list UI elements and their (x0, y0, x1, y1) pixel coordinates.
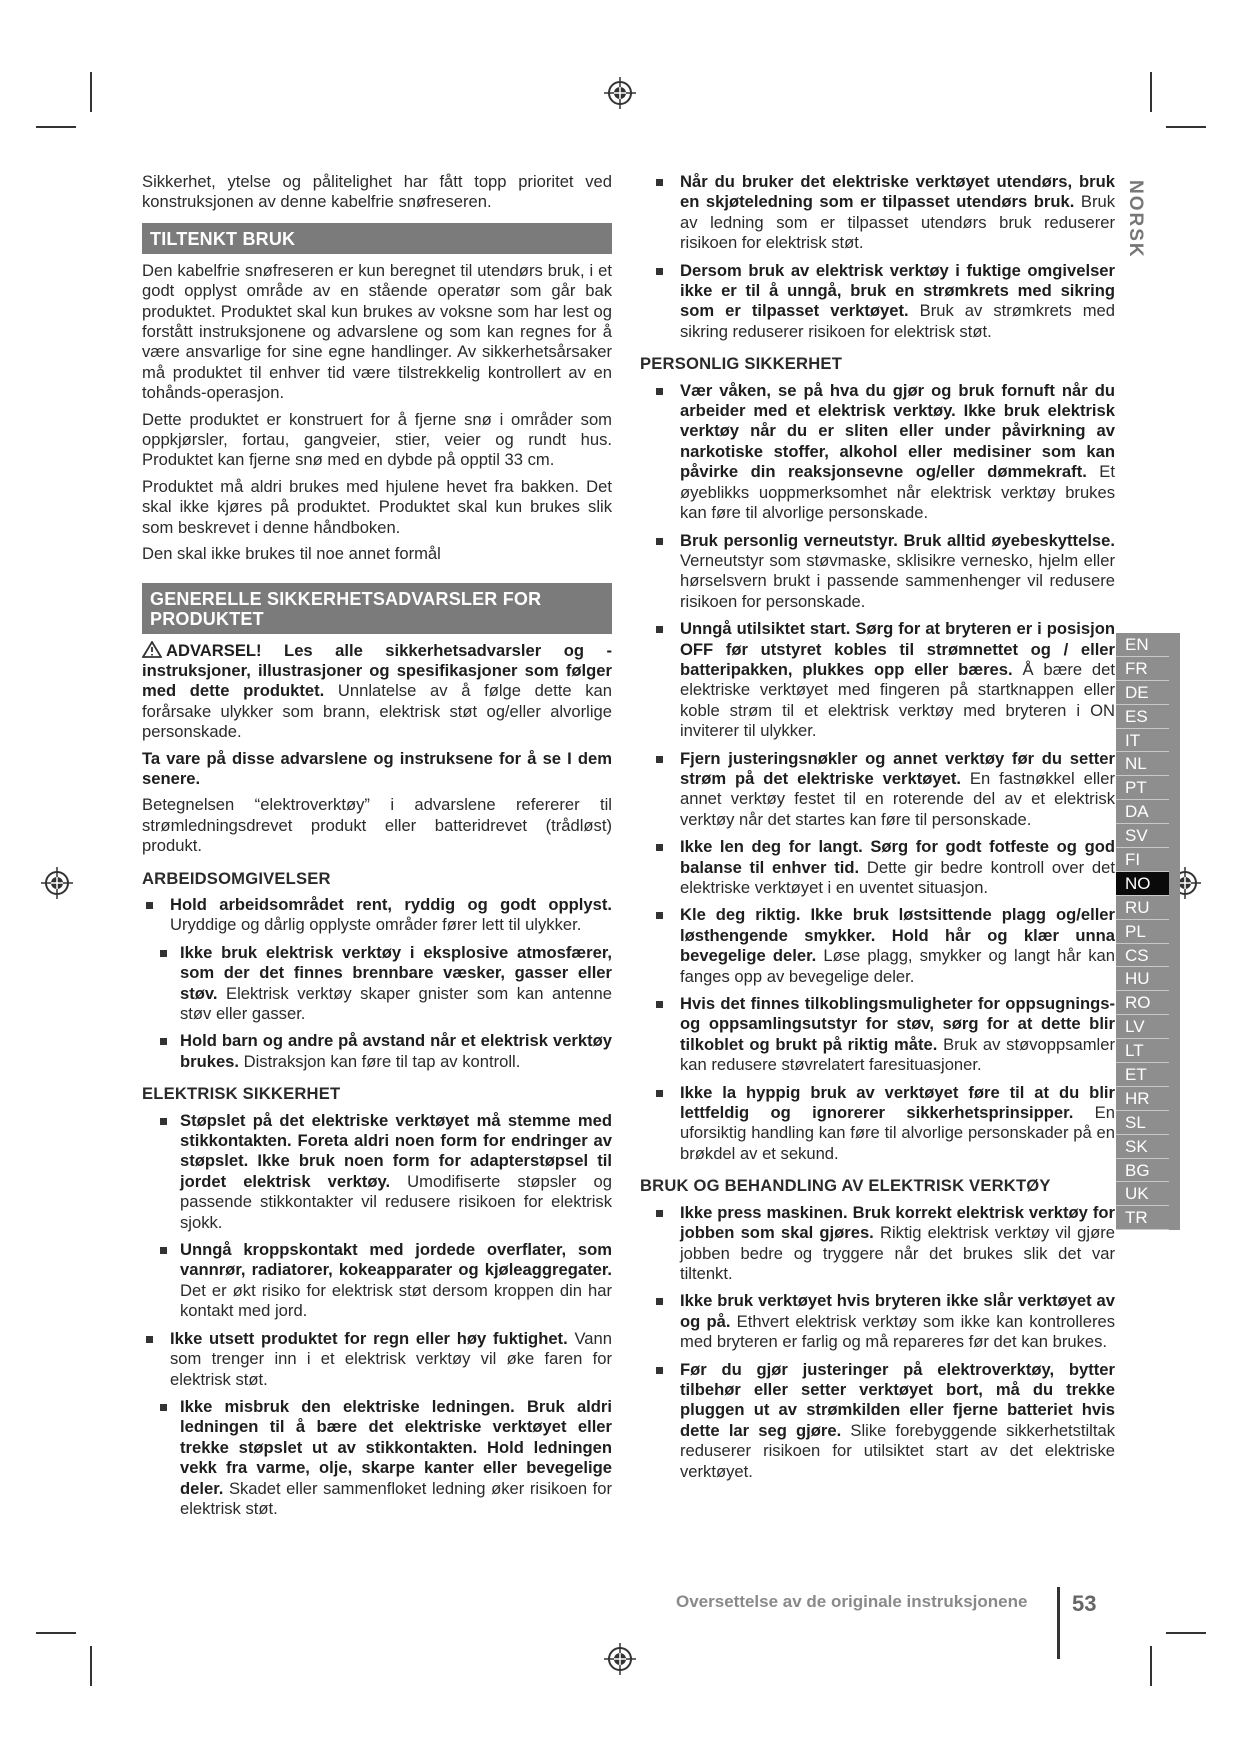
item-bold: Ikke utsett produktet for regn eller høy fuktighet. (170, 1328, 568, 1348)
list-item (160, 1240, 612, 1322)
language-tab-hr[interactable]: HR (1116, 1087, 1169, 1111)
language-tab-hu[interactable]: HU (1116, 967, 1169, 991)
item-bold: Dersom bruk av elektrisk verktøy i fuktige omgivelser ikke er til å unngå, bruk en strømkrets med sikring som er tilpasset verktøyet. (680, 260, 1115, 321)
list-item (160, 1031, 612, 1072)
item-text: Elektrisk verktøy skaper gnister som kan antenne støv eller gasser. (180, 983, 612, 1023)
paragraph: Dette produktet er konstruert for å fjerne snø i områder som oppkjørsler, fortau, gangveier, stier, veier og rundt hus. Produktet kan fjerne snø med en dybde på opptil 33 cm. (142, 409, 612, 470)
item-bold: Støpslet på det elektriske verktøyet må stemme med stikkontakten. Foreta aldri noen form for endringer av støpslet. Ikke bruk noen form for adapterstøpsel til jordet elektrisk verktøy. (180, 1110, 612, 1191)
language-tab-nl[interactable]: NL (1116, 752, 1169, 776)
language-tab-it[interactable]: IT (1116, 729, 1169, 753)
warning-paragraph (142, 641, 612, 743)
heading-bruk-og-behandling: BRUK OG BEHANDLING AV ELEKTRISK VERKTØY (640, 1176, 1051, 1196)
item-bold: Unngå kroppskontakt med jordede overflater, som vannrør, radiatorer, kokeapparater og kjøleaggregater. (180, 1240, 612, 1280)
item-bold: Unngå utilsiktet start. Sørg for at bryteren er i posisjon OFF før utstyret kobles til strømnettet og / eller batteripakken, plukkes opp eller bæres. (680, 619, 1115, 679)
crop-mark (1166, 1632, 1206, 1634)
paragraph: Produktet må aldri brukes med hjulene hevet fra bakken. Det skal ikke kjøres på produktet. Produktet skal kun brukes slik som beskrevet i denne håndboken. (142, 476, 612, 537)
warning-bold: ADVARSEL! Les alle sikkerhetsadvarsler og -instruksjoner, illustrasjoner og spesifikasjoner som følger med dette produktet. (142, 640, 612, 701)
item-bold: Hold barn og andre på avstand når et elektrisk verktøy brukes. (180, 1031, 612, 1071)
list-item (656, 531, 1115, 613)
registration-mark-icon (40, 866, 74, 900)
bullet-icon (656, 1001, 663, 1008)
item-bold: Før du gjør justeringer på elektroverktøy, bytter tilbehør eller setter verktøyet bort, må du trekke pluggen ut av strømkilden eller fjerne batteriet hvis dette lar seg gjøre. (680, 1359, 1115, 1440)
list-item (656, 1203, 1115, 1285)
item-text: Vann som trenger inn i et elektrisk verktøy vil øke faren for elektrisk støt. (170, 1328, 612, 1389)
item-bold: Ikke la hyppig bruk av verktøyet føre til at du blir lettfeldig og ignorerer sikkerhetsprinsipper. (680, 1082, 1115, 1123)
item-text: Bruk av ledning som er tilpasset utendørs bruk reduserer risikoen for elektrisk støt. (680, 192, 1115, 253)
item-text: En uforsiktig handling kan føre til alvorlige personskader på en brøkdel av et sekund. (680, 1103, 1115, 1163)
item-bold: Ikke bruk elektrisk verktøy i eksplosive atmosfærer, som der det finnes brennbare væsker, gasser eller støv. (180, 942, 612, 1003)
footer-text: Oversettelse av de originale instruksjonene (676, 1592, 1028, 1611)
warning-text: Unnlatelse av å følge dette kan forårsake ulykker som brann, elektrisk støt og/eller alvorlige personskade. (142, 681, 613, 742)
bullet-icon (160, 1404, 167, 1411)
language-side-label (1121, 177, 1151, 267)
bullet-icon (656, 1090, 663, 1097)
heading-generelle-sikkerhetsadvarsler: GENERELLE SIKKERHETSADVARSLER FOR PRODUKTET (142, 583, 612, 634)
language-tab-sl[interactable]: SL (1116, 1111, 1169, 1135)
item-bold: Bruk personlig verneutstyr. Bruk alltid øyebeskyttelse. (680, 530, 1115, 550)
list-item (142, 895, 612, 936)
registration-mark-icon (603, 1642, 637, 1676)
list-item (656, 1291, 1115, 1352)
item-bold: Hold arbeidsområdet rent, ryddig og godt opplyst. (170, 894, 612, 914)
bullet-icon (160, 1118, 167, 1125)
footer-divider (1057, 1587, 1060, 1659)
bullet-icon (656, 756, 663, 763)
language-tab-pl[interactable]: PL (1116, 920, 1169, 944)
list-item (656, 1083, 1115, 1165)
language-tab-da[interactable]: DA (1116, 800, 1169, 824)
item-bold: Når du bruker det elektriske verktøyet utendørs, bruk en skjøteledning som er tilpasset utendørs bruk. (680, 172, 1115, 212)
crop-mark (90, 1646, 92, 1686)
language-tab-tr[interactable]: TR (1116, 1206, 1169, 1230)
right-column (640, 172, 1115, 1489)
crop-mark (1150, 72, 1152, 112)
list-item (142, 1329, 612, 1390)
heading-tiltenkt-bruk: TILTENKT BRUK (142, 223, 612, 254)
item-text: Et øyeblikks uoppmerksomhet når elektrisk verktøy brukes kan føre til alvorlige personskade. (680, 462, 1115, 523)
item-text: Distraksjon kan føre til tap av kontroll. (239, 1051, 521, 1071)
bullet-icon (656, 844, 663, 851)
list-item (656, 1360, 1115, 1482)
item-text: Skadet eller sammenfloket ledning øker risikoen for elektrisk støt. (180, 1478, 612, 1518)
bullet-icon (160, 950, 167, 957)
item-text: Riktig elektrisk verktøy vil gjøre jobben bedre og tryggere når det brukes slik det var tiltenkt. (680, 1223, 1115, 1283)
bullet-icon (656, 1298, 663, 1305)
item-text: Uryddige og dårlig opplyste områder fører lett til ulykker. (170, 915, 582, 935)
crop-mark (36, 126, 76, 128)
language-tab-pt[interactable]: PT (1116, 776, 1169, 800)
item-bold: Vær våken, se på hva du gjør og bruk fornuft når du arbeider med et elektrisk verktøy. Ikke bruk elektrisk verktøy når du er sliten eller under påvirkning av narkotiske stoffer, alkohol eller medisiner som kan påvirke din reaksjonsevne og/eller dømmekraft. (680, 380, 1115, 482)
list-item (656, 837, 1115, 898)
language-tab-sv[interactable]: SV (1116, 824, 1169, 848)
item-bold: Ikke misbruk den elektriske ledningen. Bruk aldri ledningen til å bære det elektriske verktøyet eller trekke støpslet ut av stikkontakten. Hold ledningen vekk fra varme, olje, skarpe kanter eller bevegelige deler. (180, 1396, 612, 1498)
bullet-icon (656, 538, 663, 545)
item-text: Det er økt risiko for elektrisk støt dersom kroppen din har kontakt med jord. (180, 1280, 612, 1321)
paragraph: Den kabelfrie snøfreseren er kun beregnet til utendørs bruk, i et godt opplyst område av en stående operatør som går bak produktet. Produktet skal kun brukes av voksne som har lest og forstått instruksjonene og advarslene og som kan regnes for å være ansvarlige for sine egne handlinger. Av sikkerhetsårsaker må produktet til enhver tid være tilstrekkelig kontrollert av en tohånds-operasjon. (142, 260, 612, 403)
left-column (142, 172, 612, 1526)
list-item (656, 261, 1115, 343)
item-bold: Hvis det finnes tilkoblingsmuligheter for oppsugnings- og oppsamlingsutstyr for støv, sørg for at dette blir tilkoblet og brukt på riktig måte. (680, 994, 1115, 1054)
item-text: Slike forebyggende sikkerhetstiltak reduserer risikoen for utilsiktet start av det elektriske verktøyet. (680, 1420, 1115, 1481)
item-bold: Ikke len deg for langt. Sørg for godt fotfeste og god balanse til enhver tid. (680, 837, 1115, 877)
language-tab-cs[interactable]: CS (1116, 944, 1169, 968)
item-text: Bruk av strømkrets med sikring reduserer risikoen for elektrisk støt. (680, 301, 1116, 341)
language-tab-de[interactable]: DE (1116, 681, 1169, 705)
language-tab-fi[interactable]: FI (1116, 848, 1169, 872)
list-item (160, 943, 612, 1025)
item-text: Verneutstyr som støvmaske, sklisikre vernesko, hjelm eller hørselsvern brukt i passende sammenhenger vil redusere risikoen for personskade. (680, 550, 1115, 611)
item-text: Å bære det elektriske verktøyet med fingeren på startknappen eller koble strøm til et elektrisk verktøy med bryteren i ON inviterer til ulykker. (680, 659, 1115, 741)
list-item (656, 619, 1115, 741)
item-text: En fastnøkkel eller annet verktøy festet til en roterende del av et elektrisk verktøy når det startes kan føre til personskade. (680, 768, 1115, 829)
language-tab-bg[interactable]: BG (1116, 1159, 1169, 1183)
crop-mark (90, 72, 92, 112)
bullet-icon (160, 1247, 167, 1254)
bullet-icon (160, 1038, 167, 1045)
bullet-icon (656, 388, 663, 395)
item-text: Ethvert elektrisk verktøy som ikke kan kontrolleres med bryteren er farlig og må repareres før det kan brukes. (680, 1311, 1116, 1352)
language-tabs (1116, 633, 1180, 1230)
list-item (656, 905, 1115, 987)
language-tab-uk[interactable]: UK (1116, 1182, 1169, 1206)
crop-mark (1150, 1646, 1152, 1686)
bullet-icon (146, 1336, 153, 1343)
keep-instructions (142, 749, 612, 790)
list-item (656, 994, 1115, 1076)
language-tab-ru[interactable]: RU (1116, 896, 1169, 920)
item-bold: Kle deg riktig. Ikke bruk løstsittende plagg og/eller løsthengende smykker. Hold hår og klær unna bevegelige deler. (680, 905, 1115, 966)
language-tab-fr[interactable]: FR (1116, 657, 1169, 681)
list-item (160, 1397, 612, 1519)
heading-personlig-sikkerhet: PERSONLIG SIKKERHET (640, 354, 843, 374)
paragraph: Betegnelsen “elektroverktøy” i advarslene refererer til strømledningsdrevet produkt eller batteridrevet (trådløst) produkt. (142, 795, 612, 856)
bullet-icon (146, 902, 153, 909)
list-item (160, 1111, 612, 1233)
language-tab-es[interactable]: ES (1116, 705, 1169, 729)
item-text: Bruk av støvoppsamler kan redusere støvrelatert faresituasjoner. (680, 1034, 1115, 1075)
bullet-icon (656, 268, 663, 275)
bullet-icon (656, 626, 663, 633)
registration-mark-icon (603, 76, 637, 110)
page-number: 53 (1072, 1591, 1097, 1616)
heading-arbeidsomgivelser: ARBEIDSOMGIVELSER (142, 868, 331, 888)
crop-mark (1166, 126, 1206, 128)
bullet-icon (656, 1210, 663, 1217)
item-bold: Fjern justeringsnøkler og annet verktøy før du setter strøm på det elektriske verktøyet. (680, 748, 1115, 788)
keep-instructions-bold: Ta vare på disse advarslene og instruksene for å se I dem senere. (142, 748, 612, 788)
item-bold: Ikke bruk verktøyet hvis bryteren ikke slår verktøyet av og på. (680, 1291, 1115, 1331)
list-item (656, 172, 1115, 254)
language-tab-ro[interactable]: RO (1116, 991, 1169, 1015)
item-text: Umodifiserte støpsler og passende stikkontakter vil redusere risikoen for elektrisk sjokk. (180, 1171, 613, 1232)
list-item (656, 381, 1115, 524)
language-tab-et[interactable]: ET (1116, 1063, 1169, 1087)
language-tab-lt[interactable]: LT (1116, 1039, 1169, 1063)
item-bold: Ikke press maskinen. Bruk korrekt elektrisk verktøy for jobben som skal gjøres. (680, 1202, 1115, 1243)
paragraph: Den skal ikke brukes til noe annet formål (142, 544, 441, 564)
heading-elektrisk-sikkerhet: ELEKTRISK SIKKERHET (142, 1084, 341, 1104)
bullet-icon (656, 179, 663, 186)
list-item (656, 749, 1115, 831)
language-tab-sk[interactable]: SK (1116, 1135, 1169, 1159)
item-text: Løse plagg, smykker og langt hår kan fanges opp av bevegelige deler. (680, 946, 1115, 986)
crop-mark (36, 1632, 76, 1634)
bullet-icon (656, 1367, 663, 1374)
bullet-icon (656, 912, 663, 919)
norsk-label: NORSK (1125, 180, 1146, 259)
item-text: Dette gir bedre kontroll over det elektriske verktøyet i en uventet situasjon. (680, 857, 1115, 897)
language-tab-lv[interactable]: LV (1116, 1015, 1169, 1039)
warning-triangle-icon (142, 641, 162, 658)
language-tab-no[interactable]: NO (1116, 872, 1169, 896)
language-tab-en[interactable]: EN (1116, 633, 1169, 657)
intro-paragraph: Sikkerhet, ytelse og pålitelighet har fått topp prioritet ved konstruksjonen av denne kabelfrie snøfreseren. (142, 172, 612, 212)
